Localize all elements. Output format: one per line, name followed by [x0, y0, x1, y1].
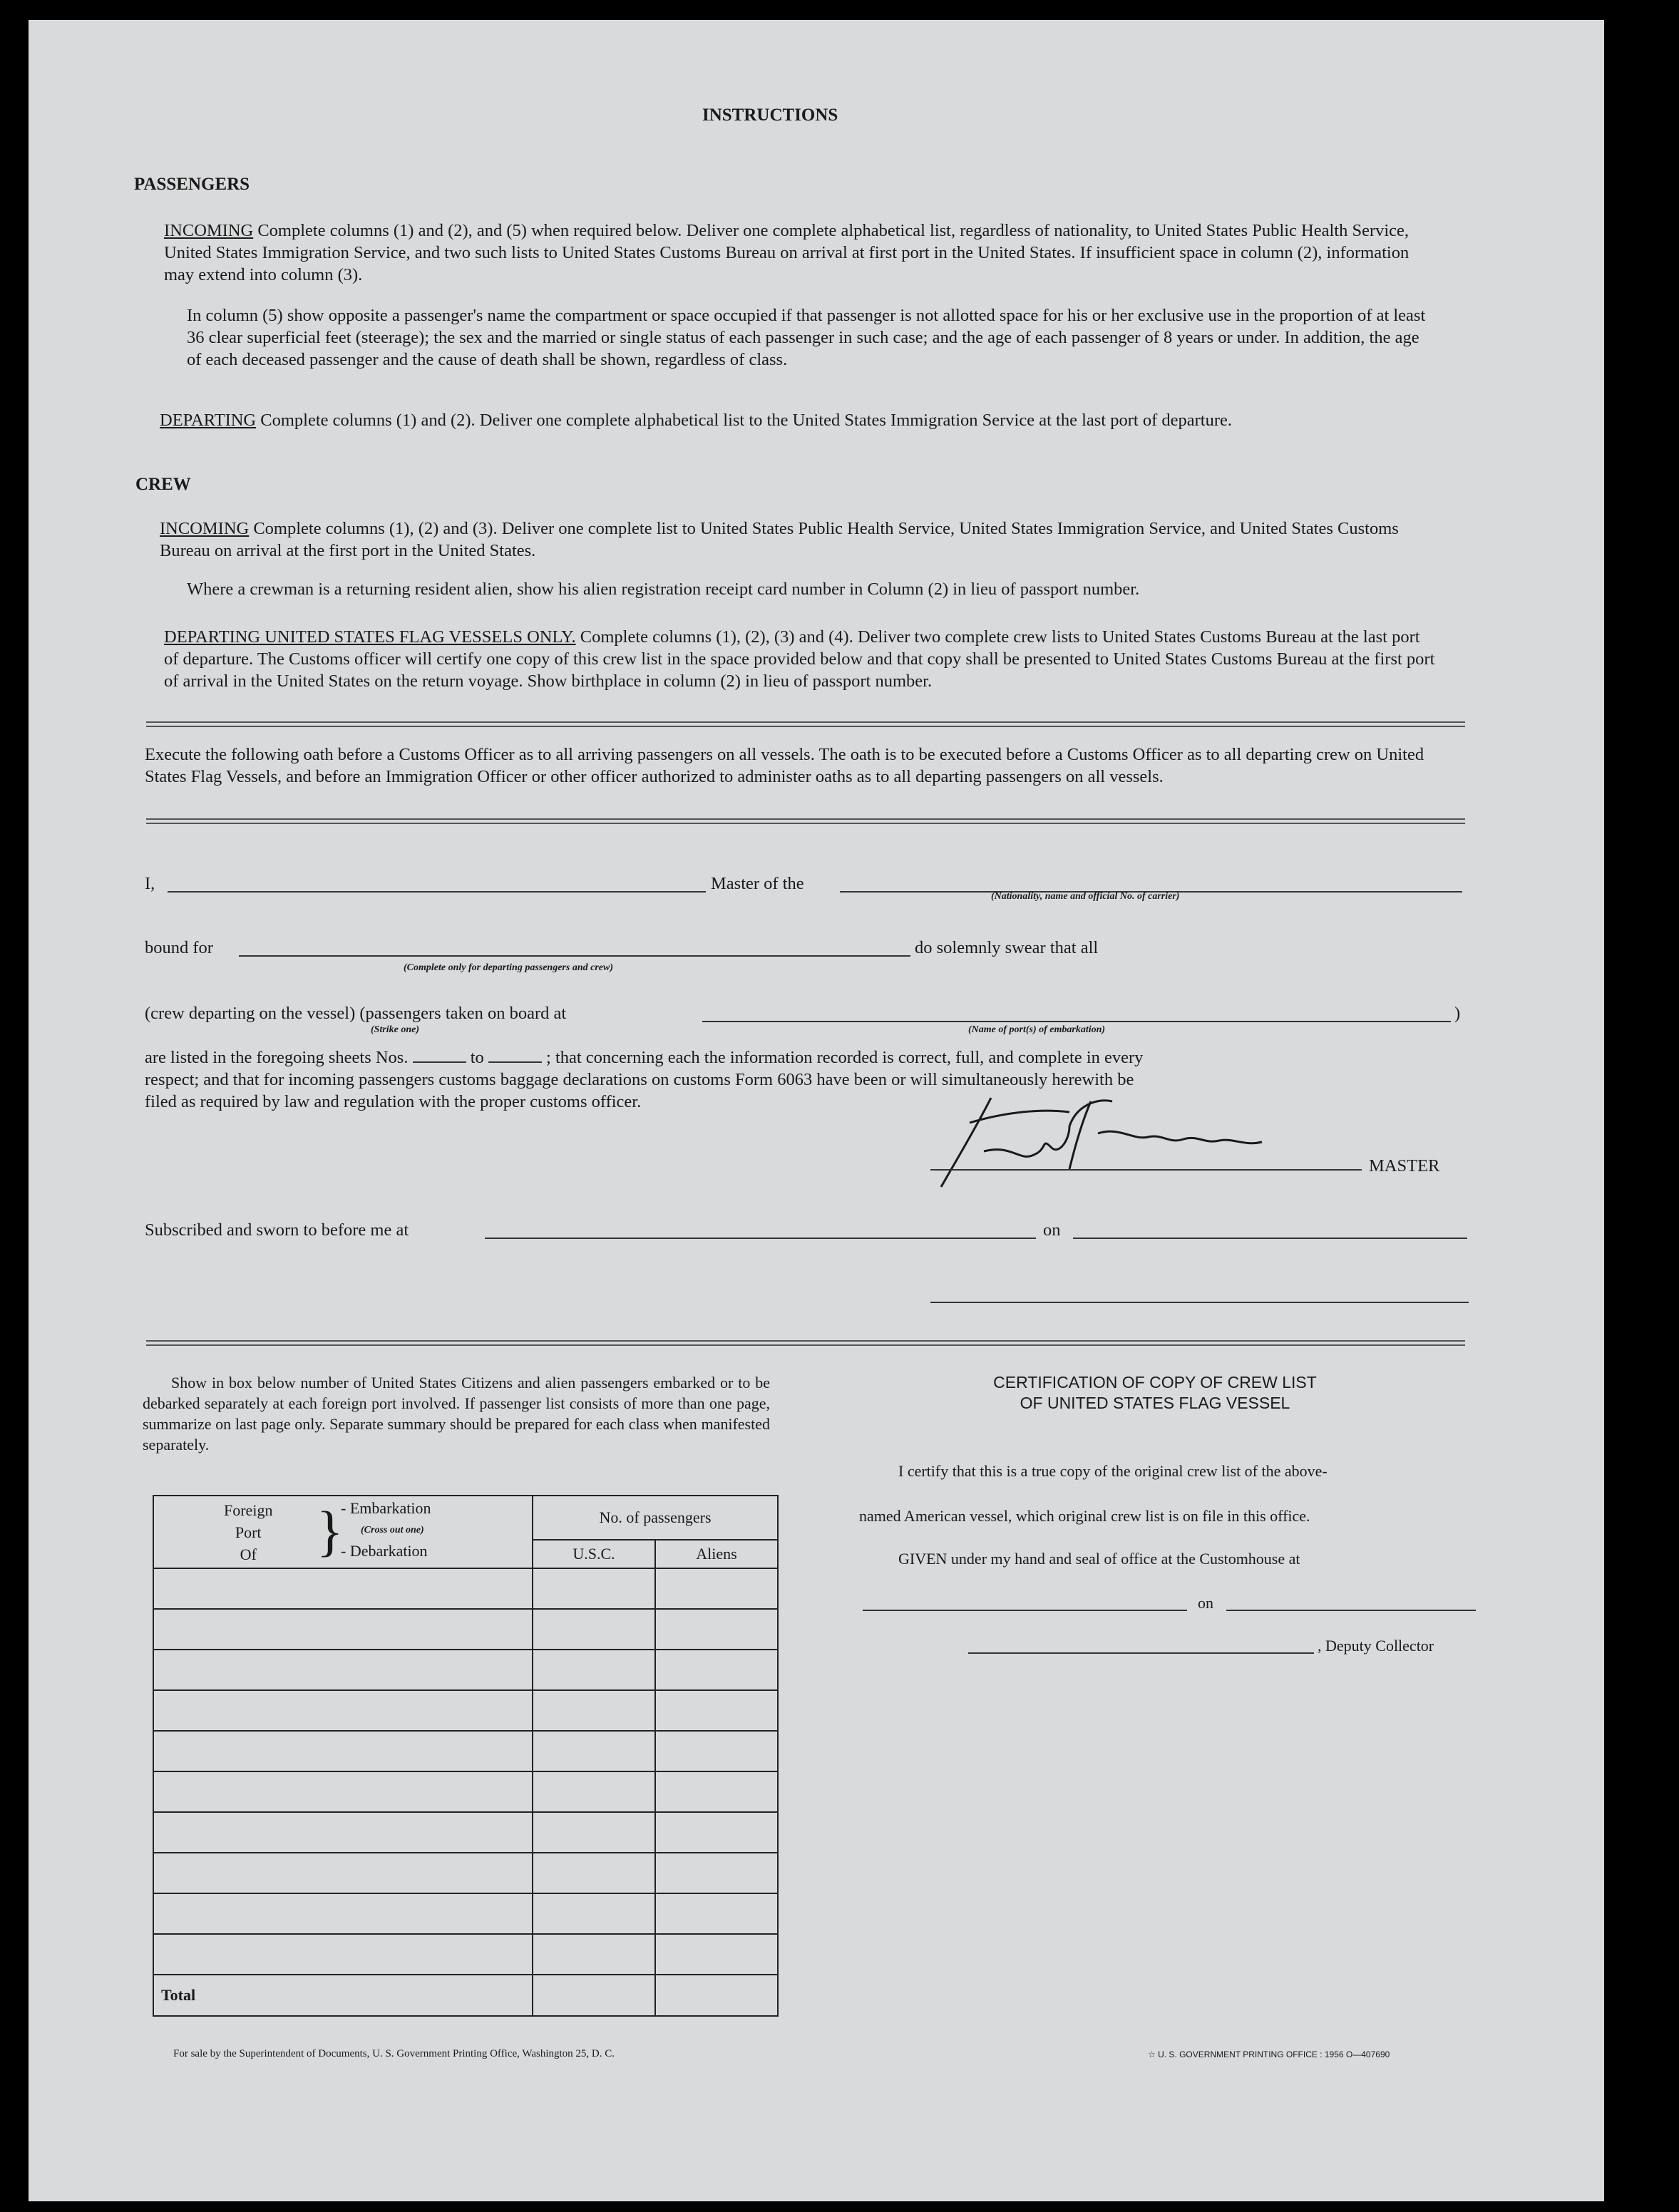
passengers-column5-text: In column (5) show opposite a passenger's name the compartment or space occupied if that passenger is not allotted space for his or her exclusive use in the proportion of at least 36 clear superficial feet (steerage); the sex and the married or single status of each passenger in such case; and the age of each passenger of 8 years or under. In addition, the age of each deceased passenger and the cause of death shall be shown, regardless of class. [187, 306, 1426, 369]
table-row [153, 1934, 778, 1975]
crew-heading: CREW [135, 475, 191, 494]
total-usc-cell[interactable] [533, 1975, 655, 2016]
passengers-incoming-text: Complete columns (1) and (2), and (5) when required below. Deliver one complete alphabetical list, regardless of nationality, to United States Public Health Service, United States Immigration Service, and two such lists to United States Customs Bureau on arrival at first port in the United States. If insufficient space in column (2), information may extend into column (3). [164, 221, 1410, 284]
summary-usc-cell[interactable] [533, 1650, 655, 1690]
strike-one-caption: (Strike one) [371, 1024, 420, 1035]
oath-intro: Execute the following oath before a Customs Officer as to all arriving passengers on all vessels. The oath is to be executed before a Customs Officer as to all departing crew on United States Flag Vessels, and before an Immigration Officer or other officer authorized to administer oaths as to all departing passengers on all vessels. [145, 745, 1424, 786]
summary-usc-cell[interactable] [533, 1690, 655, 1731]
certification-heading-line-2: OF UNITED STATES FLAG VESSEL [1020, 1394, 1290, 1412]
oath-on-label: on [1043, 1220, 1061, 1240]
summary-port-cell[interactable] [153, 1609, 533, 1650]
master-of-the-label: Master of the [711, 874, 804, 893]
summary-aliens-cell[interactable] [655, 1893, 778, 1934]
deputy-collector-label: , Deputy Collector [1318, 1637, 1434, 1655]
certification-heading [863, 1372, 1447, 1414]
summary-port-cell[interactable] [153, 1650, 533, 1690]
summary-usc-cell[interactable] [533, 1771, 655, 1812]
summary-aliens-cell[interactable] [655, 1731, 778, 1771]
certification-date-field[interactable] [1226, 1610, 1476, 1611]
table-row [153, 1771, 778, 1812]
summary-port-cell[interactable] [153, 1812, 533, 1853]
ports-caption: (Name of port(s) of embarkation) [968, 1024, 1106, 1035]
listed-text-2: ; that concerning each the information recorded is correct, full, and complete in every [546, 1048, 1144, 1067]
listed-text-1: are listed in the foregoing sheets Nos. [145, 1048, 409, 1067]
oath-i-label: I, [145, 874, 155, 893]
crew-incoming [160, 518, 1437, 562]
foreign-label: Foreign [224, 1501, 273, 1519]
aliens-header: Aliens [655, 1540, 778, 1568]
crew-incoming-text: Complete columns (1), (2) and (3). Deliver one complete list to United States Public Health Service, United States Immigration Service, and United States Customs Bureau on arrival at the first port in the United States. [160, 519, 1399, 560]
swear-label: do solemnly swear that all [915, 938, 1099, 957]
passenger-summary-table [153, 1495, 779, 2017]
table-row [153, 1853, 778, 1893]
officer-signature-field[interactable] [930, 1302, 1469, 1303]
listed-text-4: filed as required by law and regulation with the proper customs officer. [145, 1092, 642, 1111]
ports-field[interactable] [702, 1021, 1451, 1022]
summary-port-cell[interactable] [153, 1893, 533, 1934]
certification-text-3: GIVEN under my hand and seal of office at the Customhouse at [898, 1550, 1300, 1568]
debarkation-label: - Debarkation [341, 1542, 428, 1560]
complete-only-caption: (Complete only for departing passengers and crew) [404, 962, 613, 973]
crew-departing [164, 626, 1437, 692]
brace-icon: } [317, 1500, 344, 1562]
summary-aliens-cell[interactable] [655, 1690, 778, 1731]
table-row [153, 1893, 778, 1934]
table-row [153, 1812, 778, 1853]
sheet-from-field[interactable] [413, 1049, 466, 1063]
master-name-field[interactable] [168, 891, 706, 892]
certification-text-1: I certify that this is a true copy of the original crew list of the above- [898, 1462, 1328, 1480]
divider-line [146, 721, 1465, 727]
summary-port-cell[interactable] [153, 1934, 533, 1975]
summary-usc-cell[interactable] [533, 1853, 655, 1893]
crew-incoming-label: INCOMING [160, 519, 250, 538]
summary-usc-cell[interactable] [533, 1812, 655, 1853]
passengers-departing [160, 409, 1437, 431]
passengers-heading: PASSENGERS [134, 175, 250, 194]
passengers-incoming [164, 220, 1437, 286]
sworn-location-field[interactable] [485, 1238, 1036, 1239]
divider-line [146, 818, 1465, 824]
master-signature-line[interactable] [930, 1169, 1362, 1171]
total-aliens-cell[interactable] [655, 1975, 778, 2016]
of-label: Of [240, 1545, 257, 1563]
table-row [153, 1731, 778, 1771]
footer-printing-office: ☆ U. S. GOVERNMENT PRINTING OFFICE : 1956 O—407690 [1148, 2049, 1390, 2059]
summary-aliens-cell[interactable] [655, 1812, 778, 1853]
table-row [153, 1609, 778, 1650]
certification-heading-line-1: CERTIFICATION OF COPY OF CREW LIST [993, 1373, 1317, 1391]
deputy-collector-signature-field[interactable] [968, 1652, 1314, 1654]
certification-text-2: named American vessel, which original crew list is on file in this office. [859, 1507, 1310, 1525]
summary-usc-cell[interactable] [533, 1609, 655, 1650]
no-of-passengers-header: No. of passengers [533, 1496, 778, 1540]
summary-aliens-cell[interactable] [655, 1934, 778, 1975]
passengers-departing-label: DEPARTING [160, 411, 257, 430]
summary-port-cell[interactable] [153, 1731, 533, 1771]
sworn-date-field[interactable] [1073, 1238, 1467, 1239]
close-paren: ) [1454, 1004, 1461, 1023]
embarkation-label: - Embarkation [341, 1499, 431, 1517]
carrier-caption: (Nationality, name and official No. of carrier) [991, 891, 1180, 902]
summary-port-cell[interactable] [153, 1690, 533, 1731]
footer-sale-notice: For sale by the Superintendent of Documents, U. S. Government Printing Office, Washington 25, D. C. [173, 2048, 615, 2059]
listed-text-3: respect; and that for incoming passengers customs baggage declarations on customs Form 6063 have been or will simultaneously herewith be [145, 1070, 1134, 1089]
master-label: MASTER [1369, 1156, 1440, 1176]
page-title: INSTRUCTIONS [702, 106, 838, 125]
usc-header: U.S.C. [533, 1540, 655, 1568]
summary-port-cell[interactable] [153, 1568, 533, 1609]
port-label: Port [235, 1523, 262, 1541]
crew-departing-label: DEPARTING UNITED STATES FLAG VESSELS ONLY. [164, 627, 576, 647]
table-row [153, 1568, 778, 1609]
certification-on-label: on [1198, 1594, 1213, 1612]
crew-resident-text: Where a crewman is a returning resident alien, show his alien registration receipt card number in Column (2) in lieu of passport number. [187, 580, 1140, 599]
table-row [153, 1690, 778, 1731]
listed-to: to [470, 1048, 484, 1067]
passengers-incoming-label: INCOMING [164, 221, 254, 240]
bound-for-label: bound for [145, 938, 213, 957]
crew-departing-label: (crew departing on the vessel) (passengers taken on board at [145, 1004, 567, 1023]
master-signature [927, 1084, 1312, 1190]
crew-departing-text: Complete columns (1), (2), (3) and (4). Deliver two complete crew lists to United States Customs Bureau at the last port of departure. The Customs officer will certify one copy of this crew list in the space provided below and that copy shall be presented to United States Customs Bureau at the first port of arrival in the United States on the return voyage. Show birthplace in column (2) in lieu of passport number. [164, 627, 1435, 691]
summary-usc-cell[interactable] [533, 1568, 655, 1609]
total-label: Total [153, 1975, 533, 2016]
summary-aliens-cell[interactable] [655, 1650, 778, 1690]
summary-instructions: Show in box below number of United States Citizens and alien passengers embarked or to be debarked separately at each foreign port involved. If passenger list consists of more than one page, summarize on last page only. Separate summary should be prepared for each class when manifested separately. [143, 1374, 770, 1454]
summary-usc-cell[interactable] [533, 1731, 655, 1771]
passengers-departing-text: Complete columns (1) and (2). Deliver one complete alphabetical list to the United States Immigration Service at the last port of departure. [260, 411, 1232, 430]
summary-port-cell[interactable] [153, 1853, 533, 1893]
summary-port-cell[interactable] [153, 1771, 533, 1812]
summary-aliens-cell[interactable] [655, 1853, 778, 1893]
customhouse-field[interactable] [863, 1610, 1187, 1611]
sheet-to-field[interactable] [488, 1049, 542, 1063]
summary-usc-cell[interactable] [533, 1893, 655, 1934]
summary-aliens-cell[interactable] [655, 1609, 778, 1650]
subscribed-label: Subscribed and sworn to before me at [145, 1220, 409, 1240]
cross-out-caption: (Cross out one) [361, 1525, 424, 1535]
summary-aliens-cell[interactable] [655, 1568, 778, 1609]
foreign-port-header [153, 1496, 533, 1568]
summary-usc-cell[interactable] [533, 1934, 655, 1975]
summary-aliens-cell[interactable] [655, 1771, 778, 1812]
divider-line [146, 1340, 1465, 1346]
bound-for-field[interactable] [239, 955, 910, 957]
table-row [153, 1650, 778, 1690]
